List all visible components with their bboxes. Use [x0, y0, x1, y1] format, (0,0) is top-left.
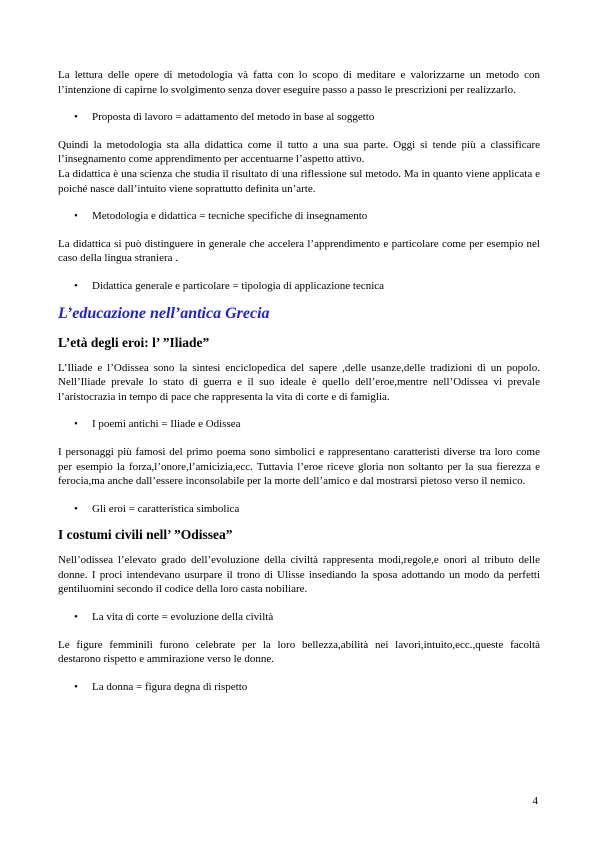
section-title: L’educazione nell’antica Grecia: [58, 304, 270, 322]
paragraph-didattica-generale: La didattica si può distinguere in generale che accelera l’apprendimento e particolare come per esempio nel caso della lingua straniera .: [58, 237, 540, 265]
bullet-proposta-lavoro: • Proposta di lavoro = adattamento del metodo in base al soggetto: [74, 111, 375, 124]
bullet-metodologia-didattica: • Metodologia e didattica = tecniche specifiche di insegnamento: [74, 210, 368, 223]
subheading-odissea: I costumi civili nell’ ”Odissea”: [58, 527, 233, 543]
bullet-didattica-generale: • Didattica generale e particolare = tipologia di applicazione tecnica: [74, 279, 385, 292]
subheading-iliade: L’età degli eroi: l’ ”Iliade”: [58, 334, 210, 350]
bullet-icon: •: [74, 680, 78, 693]
page-content: [58, 68, 540, 694]
page-number: 4: [532, 795, 538, 807]
bullet-icon: •: [74, 502, 78, 515]
paragraph-odissea: Nell’odissea l’elevato grado dell’evoluzione della civiltà rappresenta modi,regole,e onori al tributo delle donne. I proci intendevano usurpare il trono di Ulisse insediando la sposa adottando un modo da perfetti gentiluomini secondo il codice della loro casta nobiliare.: [58, 554, 540, 596]
bullet-eroi: • Gli eroi = caratteristica simbolica: [74, 502, 240, 515]
bullet-icon: •: [74, 210, 78, 223]
bullet-icon: •: [74, 111, 78, 124]
bullet-poemi-antichi: • I poemi antichi = Iliade e Odissea: [74, 418, 241, 431]
bullet-donna: • La donna = figura degna di rispetto: [74, 680, 248, 693]
paragraph-metodologia: La lettura delle opere di metodologia và fatta con lo scopo di meditare e valorizzarne un metodo con l’intenzione di capirne lo svolgimento senza dover eseguire passo a passo le prescrizioni per realizzarlo.: [58, 69, 540, 96]
paragraph-iliade-odissea: L’Iliade e l’Odissea sono la sintesi enciclopedica del sapere ,delle usanze,delle tradizioni di un popolo. Nell’Iliade prevale lo stato di guerra e il suo ideale è quello dell’eroe,mentre nell’Odissea vi prevale l’aristocrazia in tempo di pace che rappresenta la vita di corte e di famiglia.: [58, 361, 540, 403]
bullet-vita-corte: • La vita di corte = evoluzione della civiltà: [74, 611, 274, 624]
paragraph-personaggi: I personaggi più famosi del primo poema sono simbolici e rappresentano caratteristi diverse tra loro come per esempio la forza,l’onore,l’amicizia,ecc. Tuttavia l’eroe riceve gloria non soltanto per la sua fierezza e ferocia,ma anche dall’essere inconsolabile per la morte dell’amico e dal mostrarsi pietoso verso il nemico.: [58, 445, 540, 488]
paragraph-didattica-scienza: La didattica è una scienza che studia il risultato di una riflessione sul metodo. Ma in quanto viene applicata e poiché nasce dall’intuito viene soprattutto definita un’arte.: [58, 167, 540, 195]
bullet-icon: •: [74, 611, 78, 624]
paragraph-metodologia-didattica: Quindi la metodologia sta alla didattica come il tutto a una sua parte. Oggi si tende più a classificare l’insegnamento come apprendimento per accentuarne l’aspetto attivo.: [58, 138, 540, 166]
bullet-icon: •: [74, 279, 78, 292]
bullet-icon: •: [74, 418, 78, 431]
paragraph-figure-femminili: Le figure femminili furono celebrate per la loro bellezza,abilità nei lavori,intuito,ecc.,queste facoltà destarono rispetto e ammirazione verso le donne.: [58, 638, 540, 666]
